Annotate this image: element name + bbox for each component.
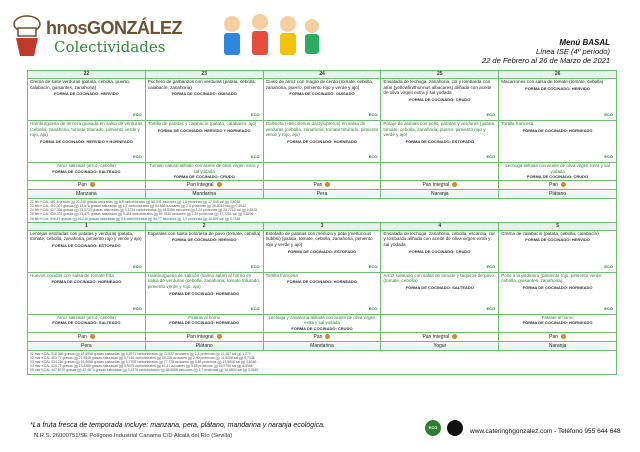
bread-cell <box>499 180 617 189</box>
nutrition-row: 26 feb KCAL 346,47 grasas (g) 16,216 grasas saturadas (g) 3,6 carbohidratos (g) 54,77 azúcares (g) 1,2 proteínas (g) 16,826 sal (g) 0,7348 <box>30 216 241 221</box>
garnish-cell <box>263 314 381 332</box>
eco-icon: ECO <box>486 264 496 270</box>
eco-icon: ECO <box>486 112 496 118</box>
eco-badge-label: ECO <box>428 425 438 430</box>
garnish: Lechuga y zanahoria aliñada con aceite de oliva virgen extra y sal yodada <box>268 314 376 326</box>
garnish: Patatas al horno <box>541 314 574 320</box>
second-course-cell <box>499 272 617 314</box>
garnish: Lechuga aliñada con aceite de oliva virgen extra y sal yodada <box>505 163 610 174</box>
garnish: Arroz salteado (arroz, cebolla) <box>56 163 116 168</box>
nutrition-row: 02 mar KCAL 453,77 grasas (g) 21,9548 grasas saturadas (g) 3,7146 carbohidratos (g) 59,026 azúcares (g) 2,40 proteínas (g) 21,6268 sal (g) 0,7438 <box>30 355 255 360</box>
cooking-method: FORMA DE COCINADO: HORNEADO <box>522 127 593 133</box>
nutrition-row: 05 mar KCAL 447,8079 grasas (g) 17,4874 grasas saturadas (g) 3,3379 carbohidratos (g) 65,5588 azúcares (g) 2,7 proteínas (g) 16,8834 sal (g) 0,4440 <box>30 368 259 373</box>
row-first <box>28 230 617 272</box>
cooking-method: FORMA DE COCINADO: HORNEADO <box>287 138 357 144</box>
second-course: Arroz salteado con salsa de tomate y taquitos de pavo (tomate, cebolla) <box>383 272 494 284</box>
fruit-cell <box>263 189 381 198</box>
cooking-method: FORMA DE COCINADO: CRUDO <box>409 248 471 254</box>
day-number: 4 <box>438 222 442 229</box>
garnish: Arroz salteado (arroz, cebolla) <box>56 314 116 320</box>
garnish-cell <box>499 163 617 181</box>
day-header <box>381 222 499 230</box>
day-header <box>499 71 617 79</box>
garnish-cell <box>145 314 263 332</box>
header <box>0 0 640 70</box>
bread-icon <box>90 334 95 339</box>
nutrition-row: 22 feb KCAL 481,8 grasas (g) 20,238 grasas saturadas (g) 6,9 carbohidratos (g) 56,241 azúcares (g) 1,8 proteínas (g) 17,848 sal (g) 0,8038 <box>30 199 241 204</box>
first-course: Lentejas estofadas con patatas y verduras (patata, tomate, cebolla, zanahoria, pimiento rojo y verde y ajo) <box>30 230 142 242</box>
eco-icon: ECO <box>133 264 142 270</box>
eco-icon: ECO <box>250 264 260 270</box>
first-course-cell <box>499 230 617 272</box>
cooking-method: FORMA DE COCINADO: ESTOFADO <box>405 138 475 144</box>
menu-title: Menú BASAL <box>559 38 610 47</box>
second-course-cell <box>263 272 381 314</box>
website-phone: www.cateringhgonzalez.com - Teléfono 955 644 648 <box>470 428 621 435</box>
eco-icon: ECO <box>133 306 142 312</box>
row-first <box>28 79 617 121</box>
day-header <box>381 71 499 79</box>
kids-illustration-icon <box>210 6 330 62</box>
cooking-method: FORMA DE COCINADO: CRUDO <box>409 96 471 102</box>
nutrition-row: 24 feb KCAL 427,356 grasas (g) 15,0733 grasas saturadas (g) 3,3734 carbohidratos (g) 64,8396 azúcares (g) 2,24 proteínas (g) 26,7215 sal (g) 0,8318 <box>30 208 258 213</box>
garnish: Tomate natural aliñado con aceite de oliva virgen extra y sal yodada <box>149 163 259 174</box>
bread-cell <box>381 180 499 189</box>
bread-type: Pan <box>77 333 87 340</box>
eco-icon: ECO <box>133 154 142 160</box>
bread-type: Pan <box>313 181 323 188</box>
cooking-method: FORMA DE COCINADO: HORNEADO <box>169 320 240 326</box>
fruit-name: Naranja <box>548 342 567 349</box>
eco-icon: ECO <box>368 112 378 118</box>
certification-badge-icon <box>447 420 463 436</box>
cooking-method: FORMA DE COCINADO: GUISADO <box>171 91 237 97</box>
brand-subtitle: Colectividades <box>54 38 166 56</box>
garnish-cell <box>381 163 499 181</box>
second-course-cell <box>499 121 617 163</box>
row-fruit <box>28 189 617 198</box>
day-header <box>263 222 381 230</box>
bread-cell <box>28 332 146 341</box>
row-second <box>28 272 617 314</box>
second-course-cell <box>145 121 263 163</box>
eco-icon: ECO <box>604 264 613 270</box>
eco-badge-icon <box>425 420 441 436</box>
second-course: Pollo a la jardinera (pimiento rojo, pimiento verde, cebolla, guisantes, zanahoria) <box>501 272 603 284</box>
day-number: 25 <box>437 71 443 77</box>
first-course: Guiso de arroz con magro de cerdo (tomate, cebolla, zanahoria, puerro, pimiento rojo y verde y ajo) <box>265 79 374 90</box>
fruit-name: Naranja <box>431 190 449 197</box>
fruit-name: Manzana <box>76 190 97 197</box>
day-header <box>145 222 263 230</box>
eco-icon: ECO <box>368 306 378 312</box>
first-course: Crema de calabacín (patata, cebolla, calabacín) <box>501 230 599 236</box>
second-course-cell <box>263 121 381 163</box>
bread-icon <box>452 182 457 187</box>
garnish-cell <box>263 163 381 181</box>
second-course: Potaje de alubias con pollo, patatas y verduras (patata, tomate, cebolla, zanahoria, puerro, pimiento rojo y verde y ajo) <box>383 121 496 138</box>
garnish-cell <box>28 163 146 181</box>
company-logo <box>10 14 200 60</box>
day-number: 3 <box>320 222 324 229</box>
second-course-cell <box>381 121 499 163</box>
first-course-cell <box>145 79 263 121</box>
nutrition-row: 03 mar KCAL 434,256 grasas (g) 16,4688 grasas saturadas (g) 3,7705 carbohidratos (g) 77,778 azúcares (g) 3,68 proteínas (g) 19,9808 sal (g) 0,6346 <box>30 359 257 364</box>
row-garnish <box>28 163 617 181</box>
garnish: Patatas al horno <box>188 314 221 320</box>
row-fruit <box>28 341 617 350</box>
cooking-method: FORMA DE COCINADO: SALTEADO <box>52 168 121 174</box>
bread-type: Pan integral <box>422 181 450 188</box>
row-num <box>28 222 617 230</box>
fruit-cell <box>263 341 381 350</box>
day-number: 1 <box>85 222 88 229</box>
bread-icon <box>217 334 222 339</box>
fruit-name: Mandarina <box>310 342 334 349</box>
cooking-method: FORMA DE COCINADO: HORNEADO <box>169 290 240 296</box>
fruit-name: Mandarina <box>192 190 217 197</box>
day-number: 26 <box>554 71 561 77</box>
second-course-cell <box>28 272 146 314</box>
bread-type: Pan <box>313 333 323 340</box>
garnish-cell <box>28 314 146 332</box>
cooking-method: FORMA DE COCINADO: HORNEADO <box>51 279 122 285</box>
fruit-name: Yogur <box>433 342 447 349</box>
second-course: Tortilla francesa <box>265 272 298 278</box>
chef-hat-icon <box>10 14 44 58</box>
second-course-cell <box>28 121 146 163</box>
eco-icon: ECO <box>368 154 378 160</box>
nutrition-table <box>28 350 617 374</box>
bread-type: Pan integral <box>422 333 450 340</box>
nutrition-row: 23 feb KCAL 452,307 grasas (g) 13,876 grasas saturadas (g) 1,7 carbohidratos (g) 54,686 azúcares (g) 2,5 proteínas (g) 26,6034 sal (g) 0,6942 <box>30 203 246 208</box>
bread-type: Pan integral <box>186 181 214 188</box>
day-number: 23 <box>201 71 207 77</box>
first-course-cell <box>28 79 146 121</box>
nutrition-row: 04 mar KCAL 418,77 grasas (g) 13,4286 grasas saturadas (g) 4,9375 carbohidratos (g) 61,17 azúcares (g) 9,85 proteínas (g) 16,9795 sal (g) 0,4968 <box>30 364 253 369</box>
fruit-cell <box>28 189 146 198</box>
fruit-cell <box>145 341 263 350</box>
nutrition-row: 01 mar KCAL 516,366 grasas (g) 18,4998 grasas saturadas (g) 3,2971 carbohidratos (g) 72,522 azúcares (g) 2,5 proteínas (g) 12,487 sal (g) 1,272 <box>30 351 251 356</box>
menu-dates: 22 de Febrero al 26 de Marzo de 2021 <box>481 56 610 65</box>
first-course: Puchero de garbanzos con verduras (patata, cebolla, calabacín, zanahoria) <box>147 79 256 90</box>
cooking-method: FORMA DE COCINADO: HORNEADO <box>287 279 357 285</box>
eco-icon: ECO <box>133 112 142 118</box>
cooking-method: FORMA DE COCINADO: HORNEADO <box>522 284 593 290</box>
bread-type: Pan <box>549 333 559 340</box>
bread-cell <box>499 332 617 341</box>
bread-icon <box>561 334 566 339</box>
cooking-method: FORMA DE COCINADO: GUISADO <box>289 91 355 97</box>
garnish-cell <box>499 314 617 332</box>
fruit-note: *La fruta fresca de temporada incluye: manzana, pera, plátano, mandarina y naranja ecológica. <box>30 422 325 429</box>
nutrition-table <box>28 198 617 222</box>
eco-icon: ECO <box>604 154 613 160</box>
first-course-cell <box>263 79 381 121</box>
first-course-cell <box>499 79 617 121</box>
first-course-cell <box>381 230 499 272</box>
bread-cell <box>145 180 263 189</box>
fruit-name: Pera <box>316 190 328 197</box>
row-garnish <box>28 314 617 332</box>
first-course: Espirales con salsa boloñesa de pavo (tomate, cebolla) <box>147 230 261 236</box>
fruit-cell <box>499 341 617 350</box>
cooking-method: FORMA DE COCINADO: CRUDO <box>527 174 589 180</box>
eco-icon: ECO <box>368 264 378 270</box>
day-number: 22 <box>83 71 90 77</box>
cooking-method: FORMA DE COCINADO: HERVIDO <box>54 91 119 97</box>
cooking-method: FORMA DE COCINADO: ESTOFADO <box>52 242 121 248</box>
row-bread <box>28 180 617 189</box>
bread-icon <box>217 182 222 187</box>
bread-icon <box>325 182 330 187</box>
fruit-name: Plátano <box>195 342 213 349</box>
bread-cell <box>145 332 263 341</box>
first-course: Ensalada de lechuga, zanahoria, col y lombarda con atún (yellowfin/thunnus albacares) aliñada con aceite de oliva virgen extra y sal yodada <box>383 79 492 96</box>
second-course: Hamburguesa de ternera guisada en salsa de verduras (cebolla, zanahoria, tomate triturado, pimiento verde y rojo, ajo) <box>30 121 143 138</box>
cooking-method: FORMA DE COCINADO: CRUDO <box>291 325 353 331</box>
day-number: 5 <box>556 222 559 229</box>
eco-icon: ECO <box>486 306 496 312</box>
row-nutrition <box>28 198 617 222</box>
menu-title-block <box>482 38 610 65</box>
second-course: Tortilla francesa <box>501 121 534 126</box>
fruit-cell <box>381 189 499 198</box>
row-nutrition <box>28 350 617 374</box>
day-number: 24 <box>319 71 325 77</box>
company-address: N.R.S. 26000751/SE Polígono Industrial Canama C/D Alcalá del Río (Sevilla) <box>34 433 233 439</box>
eco-icon: ECO <box>604 306 613 312</box>
eco-icon: ECO <box>250 112 260 118</box>
cooking-method: FORMA DE COCINADO: HERVIDO <box>171 237 237 243</box>
first-course-cell <box>145 230 263 272</box>
first-course-cell <box>381 79 499 121</box>
garnish-cell <box>145 163 263 181</box>
cooking-method: FORMA DE COCINADO: ESTOFADO <box>287 248 357 254</box>
second-course-cell <box>145 272 263 314</box>
fruit-cell <box>28 341 146 350</box>
nutrition-row: 25 feb KCAL 435,293 grasas (g) 15,471 grasas saturadas (g) 3,084 carbohidratos (g) 69,7836 azúcares (g) 2,25 proteínas (g) 17,7261 sal (g) 0,8296 <box>30 212 254 217</box>
day-header <box>499 222 617 230</box>
second-course: Gallineta (Helicolenus dactylopterus) en salsa de verduras (cebolla, zanahoria, tomate triturado, pimiento verde y rojo, ajo) <box>265 121 379 138</box>
first-course: Estofado de patatas con merluza y pota (merluccius hubbsi) (patata, tomate, cebolla, zanahoria, pimiento rojo y verde y ajo) <box>265 230 373 247</box>
cooking-method: FORMA DE COCINADO: HERVIDO Y HORNEADO <box>157 127 251 133</box>
day-header <box>263 71 381 79</box>
brand-name: hnosGONZÁLEZ <box>46 18 182 38</box>
menu-line: Línea ISE (4º periodo) <box>535 47 610 56</box>
bread-icon <box>325 334 330 339</box>
bread-cell <box>28 180 146 189</box>
cooking-method: FORMA DE COCINADO: SALTEADO <box>52 320 121 326</box>
bread-cell <box>381 332 499 341</box>
cooking-method: FORMA DE COCINADO: HERVIDO Y HORNEADO <box>40 138 133 144</box>
bread-type: Pan <box>77 181 87 188</box>
bread-type: Pan integral <box>186 333 214 340</box>
day-header <box>145 71 263 79</box>
bread-icon <box>452 334 457 339</box>
row-bread <box>28 332 617 341</box>
eco-icon: ECO <box>486 154 496 160</box>
first-course: Crema de siete verduras (patata, cebolla, puerro, calabacín, guisantes, zanahoria) <box>30 79 131 90</box>
bread-cell <box>263 180 381 189</box>
fruit-cell <box>145 189 263 198</box>
day-header <box>28 222 146 230</box>
cooking-method: FORMA DE COCINADO: HERVIDO <box>525 237 590 243</box>
eco-icon: ECO <box>604 112 613 118</box>
first-course: Ensalada de lechuga, zanahoria, cebolla, escarola, col y lombarda aliñada con aceite de oliva virgen extra y sal yodada <box>383 230 495 247</box>
cooking-method: FORMA DE COCINADO: SALTEADO <box>405 284 474 290</box>
row-num <box>28 71 617 79</box>
day-number: 2 <box>202 222 206 229</box>
second-course: Hamburguesa de salmón (salmo salar) al horno en salsa de verduras (cebolla, zanahoria, tomate triturado, pimiento verde y rojo, ajo) <box>147 272 261 289</box>
eco-icon: ECO <box>250 154 260 160</box>
first-course: Macarrones con salsa de tomate (tomate, cebolla) <box>501 79 604 84</box>
fruit-cell <box>381 341 499 350</box>
bread-icon <box>90 182 95 187</box>
cooking-method: FORMA DE COCINADO: HERVIDO <box>525 85 590 91</box>
second-course: Tortilla de patatas y calabacín (patata, calabacín, ajo) <box>147 121 257 126</box>
bread-type: Pan <box>549 181 559 188</box>
cooking-method: FORMA DE COCINADO: CRUDO <box>173 174 235 180</box>
second-course: Huevos cocidos con salsa de tomate frita <box>30 272 114 278</box>
first-course-cell <box>263 230 381 272</box>
second-course-cell <box>381 272 499 314</box>
day-header <box>28 71 146 79</box>
fruit-name: Plátano <box>549 190 567 197</box>
menu-grid <box>27 70 617 375</box>
bread-cell <box>263 332 381 341</box>
garnish-cell <box>381 314 499 332</box>
eco-icon: ECO <box>250 306 260 312</box>
first-course-cell <box>28 230 146 272</box>
fruit-cell <box>499 189 617 198</box>
row-second <box>28 121 617 163</box>
fruit-name: Pera <box>81 342 92 349</box>
cooking-method: FORMA DE COCINADO: HORNEADO <box>522 320 593 326</box>
bread-icon <box>561 182 566 187</box>
